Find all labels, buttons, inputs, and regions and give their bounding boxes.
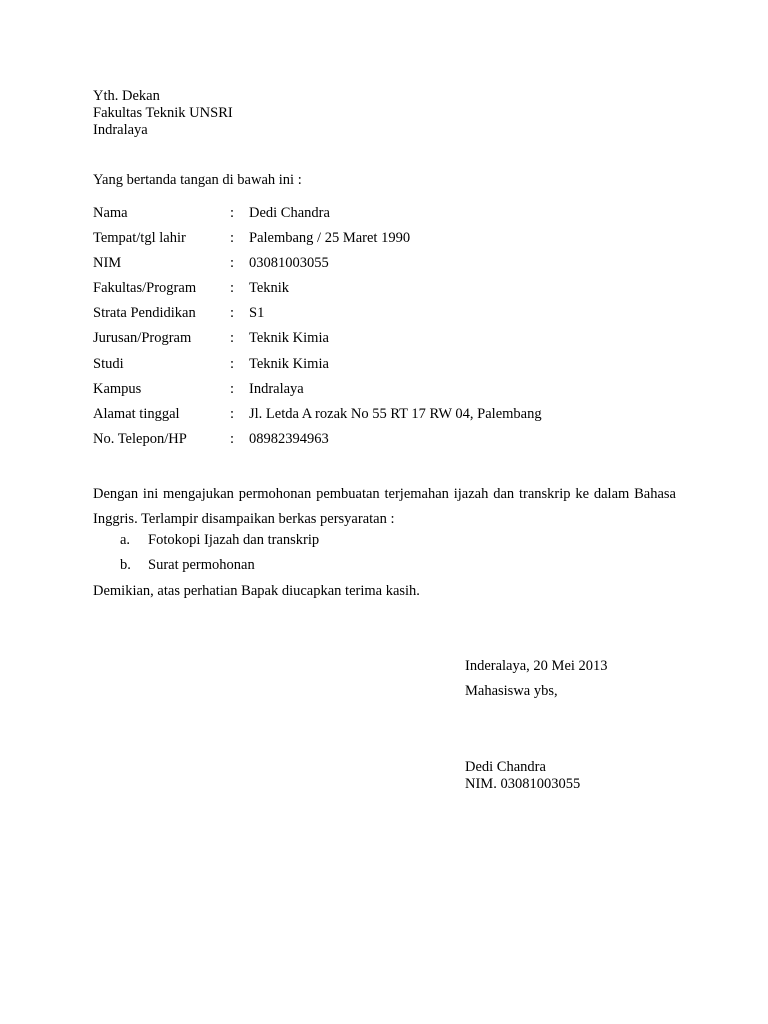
field-row-kampus: [93, 381, 693, 406]
field-row-alamat-tinggal: [93, 406, 693, 431]
field-label: NIM: [93, 255, 122, 272]
field-row-nama: [93, 205, 693, 230]
field-value: 08982394963: [249, 430, 329, 447]
field-row-studi: [93, 356, 693, 381]
signature-name: Dedi Chandra: [465, 759, 546, 775]
field-label: Fakultas/Program: [93, 280, 197, 297]
field-colon: :: [230, 280, 235, 297]
field-value: S1: [249, 305, 265, 322]
field-value: Dedi Chandra: [249, 205, 330, 221]
recipient-line-2: Fakultas Teknik UNSRI: [93, 105, 233, 121]
field-row-no-telepon: [93, 431, 693, 456]
attachment-marker: a.: [120, 532, 131, 548]
signature-role: Mahasiswa ybs,: [465, 683, 558, 699]
signature-nim: NIM. 03081003055: [465, 776, 581, 792]
attachment-text: Surat permohonan: [148, 557, 255, 573]
intro-text: Yang bertanda tangan di bawah ini :: [93, 172, 302, 188]
attachment-text: Fotokopi Ijazah dan transkrip: [148, 532, 320, 548]
attachment-marker: b.: [120, 557, 131, 573]
recipient-address: [93, 88, 233, 139]
field-colon: :: [230, 230, 235, 247]
field-label: Nama: [93, 205, 128, 221]
recipient-line-3: Indralaya: [93, 122, 148, 138]
field-value: Teknik Kimia: [249, 330, 329, 347]
attachment-item: [93, 557, 676, 582]
signature-place-date: Inderalaya, 20 Mei 2013: [465, 658, 608, 674]
field-row-jurusan-program: [93, 330, 693, 355]
field-colon: :: [230, 405, 235, 422]
field-colon: :: [230, 305, 235, 322]
field-value: Palembang / 25 Maret 1990: [249, 230, 411, 247]
field-label: Studi: [93, 355, 124, 372]
field-value: Jl. Letda A rozak No 55 RT 17 RW 04, Palembang: [249, 405, 542, 422]
signature-block: [465, 658, 608, 793]
request-paragraph: Dengan ini mengajukan permohonan pembuatan terjemahan ijazah dan transkrip ke dalam Bahasa Inggris. Terlampir disampaikan berkas persyaratan :: [93, 486, 676, 527]
field-colon: :: [230, 355, 235, 372]
field-row-strata-pendidikan: [93, 305, 693, 330]
field-colon: :: [230, 205, 235, 221]
field-row-tempat-tgl-lahir: [93, 230, 693, 255]
attachment-item: [93, 532, 676, 557]
field-row-fakultas-program: [93, 280, 693, 305]
closing-text: Demikian, atas perhatian Bapak diucapkan terima kasih.: [93, 583, 420, 599]
field-row-nim: [93, 255, 693, 280]
field-label: Kampus: [93, 380, 142, 397]
field-value: Indralaya: [249, 380, 304, 397]
field-label: Strata Pendidikan: [93, 305, 196, 322]
field-label: Tempat/tgl lahir: [93, 230, 186, 247]
attachment-list: [93, 532, 676, 582]
field-value: 03081003055: [249, 255, 329, 272]
field-value: Teknik: [249, 280, 290, 297]
identity-fields: [93, 205, 693, 456]
field-colon: :: [230, 330, 235, 347]
recipient-line-1: Yth. Dekan: [93, 88, 160, 104]
field-label: Jurusan/Program: [93, 330, 192, 347]
field-colon: :: [230, 430, 235, 447]
field-label: Alamat tinggal: [93, 405, 180, 422]
field-colon: :: [230, 255, 235, 272]
field-value: Teknik Kimia: [249, 355, 329, 372]
field-label: No. Telepon/HP: [93, 430, 187, 447]
field-colon: :: [230, 380, 235, 397]
